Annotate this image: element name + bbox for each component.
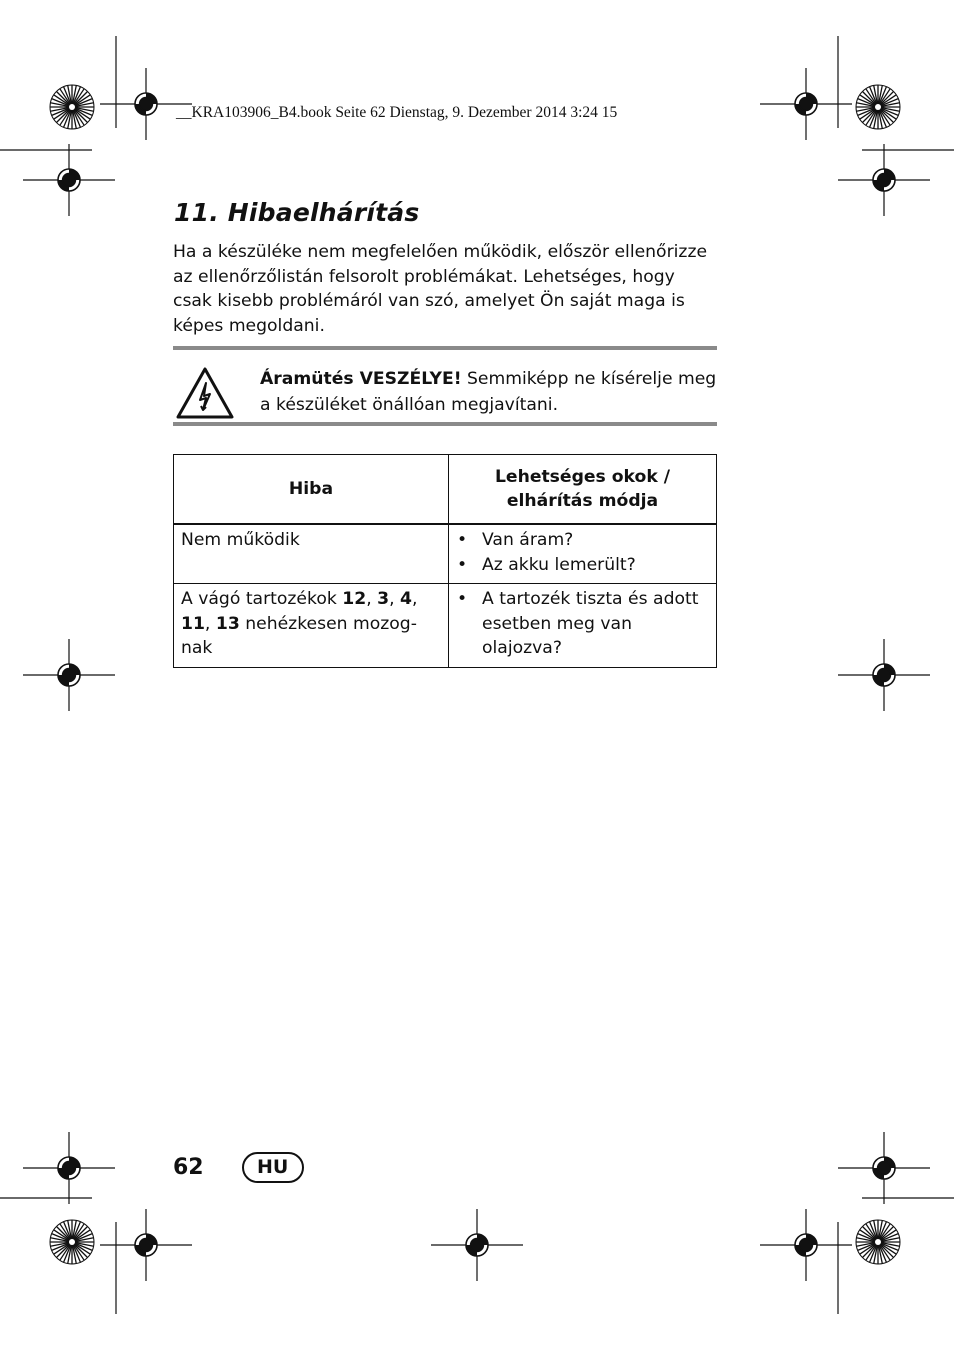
causes-cell — [449, 524, 717, 584]
language-badge: HU — [242, 1152, 304, 1183]
table-row — [174, 584, 717, 668]
part-number: 11 — [181, 613, 205, 634]
part-number: 4 — [400, 589, 413, 609]
page-number: 62 — [173, 1154, 204, 1180]
cause-item: • Van áram? — [457, 530, 574, 550]
cause-item: • Az akku lemerült? — [457, 554, 636, 575]
warning-bottom-rule — [173, 422, 717, 426]
warning-body: Semmiképp ne kísérelje meg a készüléket önállóan megjavítani. — [260, 369, 717, 415]
part-number: 13 — [215, 613, 240, 634]
causes-cell — [449, 584, 717, 668]
fault-cell: Nem működik — [174, 524, 449, 584]
warning-heading: Áramütés VESZÉLYE! — [260, 369, 462, 389]
table-row — [174, 524, 717, 584]
electric-shock-warning-icon — [175, 366, 235, 420]
header-causes: Lehetséges okok / elhárítás módja — [449, 455, 717, 525]
header-fault: Hiba — [174, 455, 449, 525]
troubleshooting-table — [173, 454, 717, 668]
intro-paragraph: Ha a készüléke nem megfelelően működik, először ellenőrizze az ellenőrzőlistán felsorolt problémákat. Lehetséges, hogy csak kisebb problémáról van szó, amelyet Ön saját maga is képes megoldani. — [173, 242, 708, 336]
cause-item: • A tartozék tiszta és adott esetben meg van olajozva? — [457, 589, 699, 658]
page-footer — [173, 1150, 304, 1184]
fault-cell: A vágó tartozékok 12, 3, 4, 11, 13 nehézkesen mozog-nak — [174, 584, 449, 668]
warning-text — [260, 366, 720, 418]
section-title: 11. Hibaelhárítás — [174, 198, 420, 227]
part-number: 12 — [342, 589, 367, 609]
warning-top-rule — [173, 346, 717, 350]
part-number: 3 — [377, 589, 390, 609]
print-header: __KRA103906_B4.book Seite 62 Dienstag, 9. Dezember 2014 3:24 15 — [176, 104, 618, 121]
table-header-row — [174, 455, 717, 525]
